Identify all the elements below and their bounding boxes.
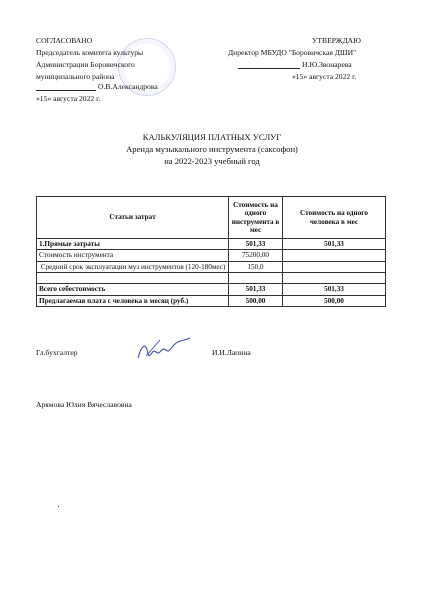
executor-name: Арямова Юлия Вячеславовна (36, 400, 132, 409)
row-per-instrument: 501,33 (229, 239, 283, 250)
row-per-instrument: 500,00 (229, 295, 283, 306)
row-item: Всего себестоимость (37, 284, 229, 295)
header-cost-items: Статьи затрат (37, 197, 229, 239)
row-item: Средний срок эксплуатации муз инструментов (120-180мес) (37, 261, 229, 272)
table-row (37, 273, 386, 284)
row-item (37, 273, 229, 284)
accountant-name: И.И.Лапина (212, 348, 251, 357)
row-per-instrument (229, 273, 283, 284)
approval-left-line2: Администрации Боровичского (36, 60, 135, 69)
header-per-person: Стоимость на одного человека в мес (283, 197, 386, 239)
approval-left-heading: СОГЛАСОВАНО (36, 36, 93, 45)
table-row (37, 261, 386, 272)
row-per-person (283, 273, 386, 284)
approval-right-line1: Директор МБУДО "Боровичская ДШИ" (228, 48, 357, 57)
table-row (37, 295, 386, 306)
approval-right-signature-line (238, 68, 300, 69)
document-period: на 2022-2023 учебный год (164, 156, 260, 166)
accountant-position: Гл.бухгалтер (36, 348, 78, 357)
approval-left-signature-line (36, 90, 96, 91)
header-per-instrument: Стоимость на одного инструмента в мес (229, 197, 283, 239)
row-item: 1.Прямые затраты (37, 239, 229, 250)
cost-table (36, 196, 386, 307)
row-per-person: 500,00 (283, 295, 386, 306)
row-per-person: 501,33 (283, 239, 386, 250)
approval-left-line1: Председатель комитета культуры (36, 48, 144, 57)
scan-speck (58, 506, 59, 507)
approval-right-date: «15» августа 2022 г. (292, 72, 357, 81)
approval-left-date: «15» августа 2022 г. (36, 94, 101, 103)
row-per-instrument: 75200,00 (229, 250, 283, 261)
row-per-person (283, 250, 386, 261)
handwritten-signature (132, 334, 192, 364)
table-row (37, 239, 386, 250)
document-title: КАЛЬКУЛЯЦИЯ ПЛАТНЫХ УСЛУГ (142, 132, 282, 142)
table-row (37, 284, 386, 295)
approval-right-signer: Н.Ю.Звонарева (302, 60, 352, 69)
table-row (37, 250, 386, 261)
row-item: Стоимость инструмента (37, 250, 229, 261)
row-per-instrument: 150,0 (229, 261, 283, 272)
row-per-instrument: 501,33 (229, 284, 283, 295)
row-per-person (283, 261, 386, 272)
row-item: Предлагаемая плата с человека в месяц (руб.) (37, 295, 229, 306)
document-subtitle: Аренда музыкального инструмента (саксофон) (126, 144, 298, 154)
approval-left-signer: О.В.Александрова (98, 82, 158, 91)
row-per-person: 501,33 (283, 284, 386, 295)
approval-left-line3: муниципального района (36, 72, 115, 81)
table-header-row (37, 197, 386, 239)
approval-right-heading: УТВЕРЖДАЮ (312, 36, 361, 45)
